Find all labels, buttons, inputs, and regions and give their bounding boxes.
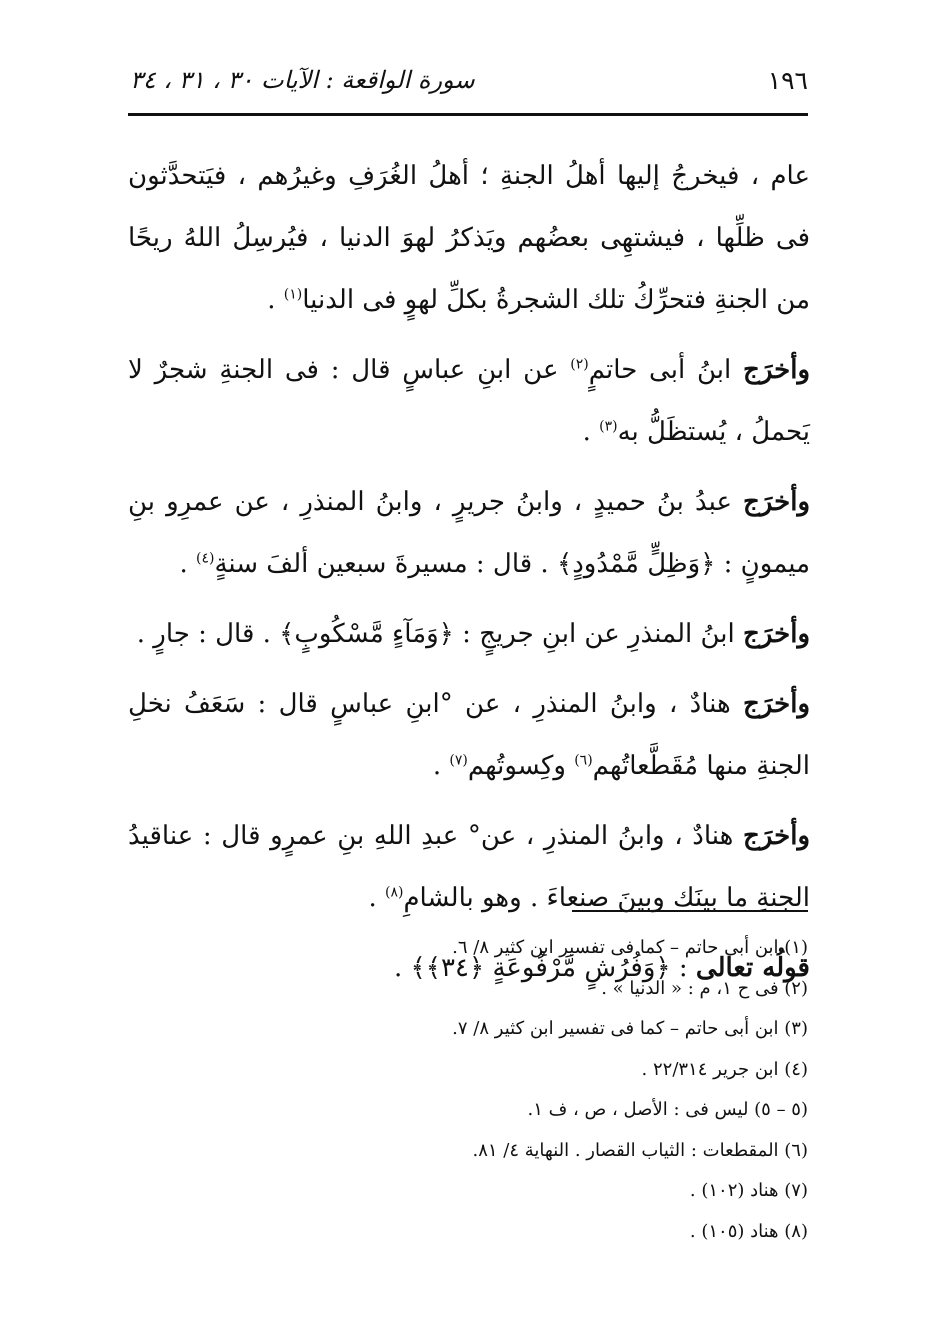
- paragraph-1: [128, 145, 810, 331]
- footnote-ref: (١): [283, 286, 303, 303]
- footnote: (٨) هناد (١٠٥) .: [689, 1220, 808, 1242]
- paragraph-text: عبدُ بنُ حميدٍ ، وابنُ جريرٍ ، وابنُ المنذرِ ، عن عمرِو بنِ ميمونٍ : ﴿وَظِلٍّ مَّمْدُودٍ﴾ . قال : مسيرةَ سبعين ألفَ سنةٍ: [128, 487, 810, 579]
- paragraph-text: ابنُ المنذرِ عن ابنِ جريجٍ : ﴿وَمَآءٍ مَّسْكُوبٍ﴾ . قال : جارٍ .: [136, 619, 744, 649]
- paragraph-text: هنادٌ ، وابنُ المنذرِ ، عن °ابنِ عباسٍ قال : سَعَفُ نخلِ الجنةِ منها مُقَطَّعاتُهم: [128, 689, 810, 781]
- paragraph-tail: .: [179, 549, 196, 579]
- paragraph-tail: .: [267, 285, 284, 315]
- footnote-ref: (٤): [196, 550, 215, 567]
- paragraph-4: [128, 603, 810, 665]
- paragraph-lead: وأخرَج: [743, 487, 810, 517]
- footnote: (٢) فى ح ١، م : « الدنيا » .: [601, 977, 808, 999]
- header-rule: [128, 113, 808, 116]
- paragraph-tail: .: [582, 417, 600, 447]
- paragraph-lead: وأخرَج: [743, 821, 810, 851]
- footnotes: [248, 928, 808, 1252]
- page-header: [130, 60, 808, 100]
- paragraph-tail: .: [432, 751, 450, 781]
- paragraph-3: [128, 471, 810, 595]
- paragraph-5: [128, 673, 810, 797]
- footnote: (٤) ابن جرير ٢٢/٣١٤ .: [641, 1058, 808, 1080]
- footnote: (٥ – ٥) ليس فى : الأصل ، ص ، ف ١.: [527, 1099, 808, 1120]
- footnote-ref: (٣): [599, 418, 618, 435]
- page-number: ١٩٦: [767, 65, 808, 95]
- paragraph-lead: قولُه تعالى: [695, 953, 810, 983]
- footnote-ref: (٢): [570, 356, 589, 373]
- footnote-ref: (٨): [384, 884, 404, 901]
- footnote-ref: (٧): [449, 752, 468, 769]
- footnote: (٧) هناد (١٠٢) .: [689, 1180, 808, 1201]
- running-title: سورة الواقعة : الآيات ٣٠ ، ٣١ ، ٣٤: [130, 66, 475, 94]
- paragraph-2: [128, 339, 810, 463]
- paragraph-lead: وأخرَج: [743, 619, 810, 649]
- paragraph-text: هنادٌ ، وابنُ المنذرِ ، عن° عبدِ اللهِ بنِ عمرٍو قال : عناقيدُ الجنةِ ما بينَك وبينَ صنعاءَ . وهو بالشامِ: [128, 821, 810, 913]
- footnote: (٣) ابن أبى حاتم – كما فى تفسير ابن كثير ٨/ ٧.: [452, 1018, 808, 1039]
- main-text: [128, 145, 810, 1007]
- footnote: (٦) المقطعات : الثياب القصار . النهاية ٤/ ٨١.: [472, 1139, 808, 1161]
- paragraph-text: عام ، فيخرجُ إليها أهلُ الجنةِ ؛ أهلُ الغُرَفِ وغيرُهم ، فيَتحدَّثون فى ظلِّها ، فيشتهِى بعضُهم ويَذكرُ لهوَ الدنيا ، فيُرسِلُ اللهُ ريحًا من الجنةِ فتحرِّكُ تلك الشجرةُ بكلِّ لهوٍ فى الدنيا: [128, 161, 810, 315]
- paragraph-lead: وأخرَج: [743, 689, 810, 719]
- footnote-rule: [572, 910, 808, 912]
- paragraph-lead: وأخرَج: [743, 355, 811, 385]
- paragraph-text: ابنُ أبى حاتمٍ: [588, 355, 744, 385]
- paragraph-text: وكِسوتُهم: [467, 751, 575, 781]
- paragraph-text: عن ابنِ عباسٍ قال : فى الجنةِ شجرٌ لا يَحملُ ، يُستظَلُّ به: [128, 355, 810, 447]
- paragraph-tail: .: [368, 883, 385, 913]
- footnote: (١) ابن أبى حاتم – كما فى تفسير ابن كثير ٨/ ٦.: [452, 937, 808, 958]
- footnote-ref: (٦): [574, 752, 593, 769]
- paragraph-text: : ﴿وَفُرُشٍ مَّرْفُوعَةٍ ﴿٣٤﴾﴾ .: [394, 953, 696, 983]
